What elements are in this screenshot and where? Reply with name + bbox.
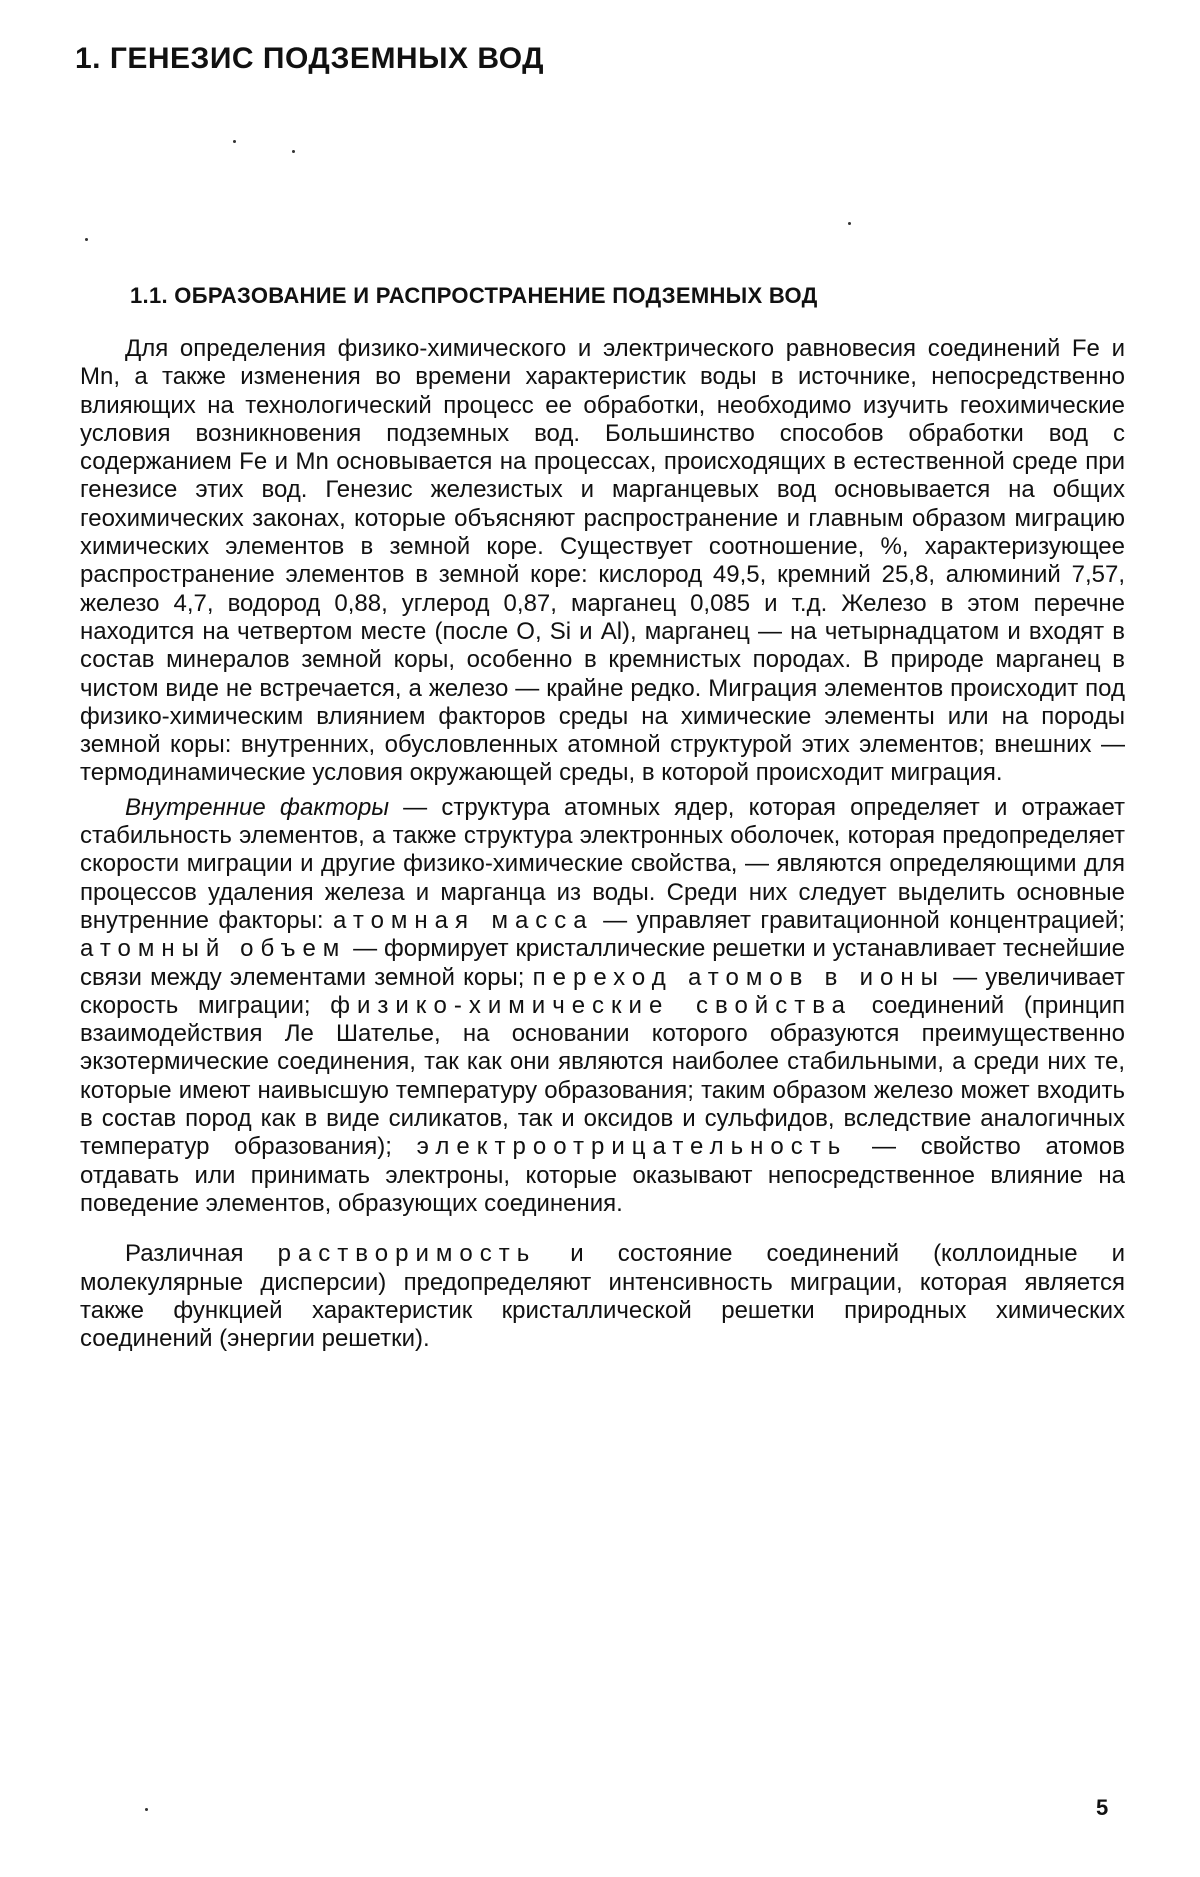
paragraph-1: Для определения физико-химического и электрического равновесия соединений Fe и Mn, а также изменения во времени характеристик воды в источнике, непосредственно влияющих на технологический процесс ее обработки, необходимо изучить геохимические условия возникновения подземных вод. Большинство способов обработки вод с содержанием Fe и Mn основывается на процессах, происходящих в естественной среде при генезисе этих вод. Генезис железистых и марганцевых вод основывается на общих геохимических законах, которые объясняют распространение и главным образом миграцию химических элементов в земной коре. Существует соотношение, %, характеризующее распространение элементов в земной коре: кислород 49,5, кремний 25,8, алюминий 7,57, железо 4,7, водород 0,88, углерод 0,87, марганец 0,085 и т.д. Железо в этом перечне находится на четвертом месте (после O, Si и Al), марганец — на четырнадцатом и входят в состав минералов земной коры, особенно в кремнистых породах. В природе марганец в чистом виде не встречается, а железо — крайне редко. Миграция элементов происходит под физико-химическим влиянием факторов среды на химические элементы или на породы земной коры: внутренних, обусловленных атомной структурой этих элементов; внешних — термодинамические условия окружающей среды, в которой происходит миграция.	[80, 335, 1125, 787]
term-internal-factors: Внутренние факторы	[125, 793, 389, 821]
chapter-title: 1. ГЕНЕЗИС ПОДЗЕМНЫХ ВОД	[75, 42, 545, 75]
text-fragment: — увеличивает скорость миграции;	[80, 963, 1125, 1019]
text-fragment: и состояние соединений (коллоидные и молекулярные дисперсии) предопределяют интенсивность миграции, которая является также функцией характеристик кристаллической решетки природных химических соединений (энергии решетки).	[80, 1240, 1125, 1353]
term-electronegativity: электроотрицательность	[416, 1133, 848, 1161]
term-atoms-to-ions: переход атомов в ионы	[532, 963, 945, 991]
section-title: 1.1. ОБРАЗОВАНИЕ И РАСПРОСТРАНЕНИЕ ПОДЗЕМНЫХ ВОД	[130, 283, 818, 308]
body-text	[80, 335, 1125, 1353]
print-speck	[145, 1808, 148, 1811]
paragraph-2	[80, 794, 1125, 1218]
print-speck	[292, 150, 295, 153]
text-fragment: — структура атомных ядер, которая определяет и отражает стабильность элементов, а также структура электронных оболочек, которая предопределяет скорости миграции и другие физико-химические свойства, — являются определяющими для процессов удаления железа и марганца из воды. Среди них следует выделить основные внутренние факторы:	[80, 793, 1125, 934]
print-speck	[233, 140, 236, 143]
term-physicochemical-properties: физико-химические свойства	[330, 991, 853, 1019]
paragraph-3	[80, 1240, 1125, 1353]
print-speck	[85, 238, 88, 241]
page-number: 5	[1096, 1795, 1109, 1820]
term-solubility: растворимость	[277, 1240, 537, 1268]
text-fragment: соединений (принцип взаимодействия Ле Шателье, на основании которого образуются преимущественно экзотермические соединения, так как они являются наиболее стабильными, а среди них те, которые имеют наивысшую температуру образования; таким образом железо может входить в состав пород как в виде силикатов, так и оксидов и сульфидов, вследствие аналогичных температур образования);	[80, 991, 1126, 1161]
text-fragment: — свойство атомов отдавать или принимать электроны, которые оказывают непосредственное влияние на поведение элементов, образующих соединения.	[80, 1133, 1125, 1217]
term-atomic-mass: атомная масса	[333, 906, 594, 934]
term-atomic-volume: атомный объем	[80, 935, 347, 963]
text-fragment: — формирует кристаллические решетки и устанавливает теснейшие связи между элементами земной коры;	[80, 935, 1125, 991]
text-fragment: — управляет гравитационной концентрацией;	[593, 906, 1125, 934]
print-speck	[848, 222, 851, 225]
text-fragment: Различная	[125, 1240, 278, 1268]
